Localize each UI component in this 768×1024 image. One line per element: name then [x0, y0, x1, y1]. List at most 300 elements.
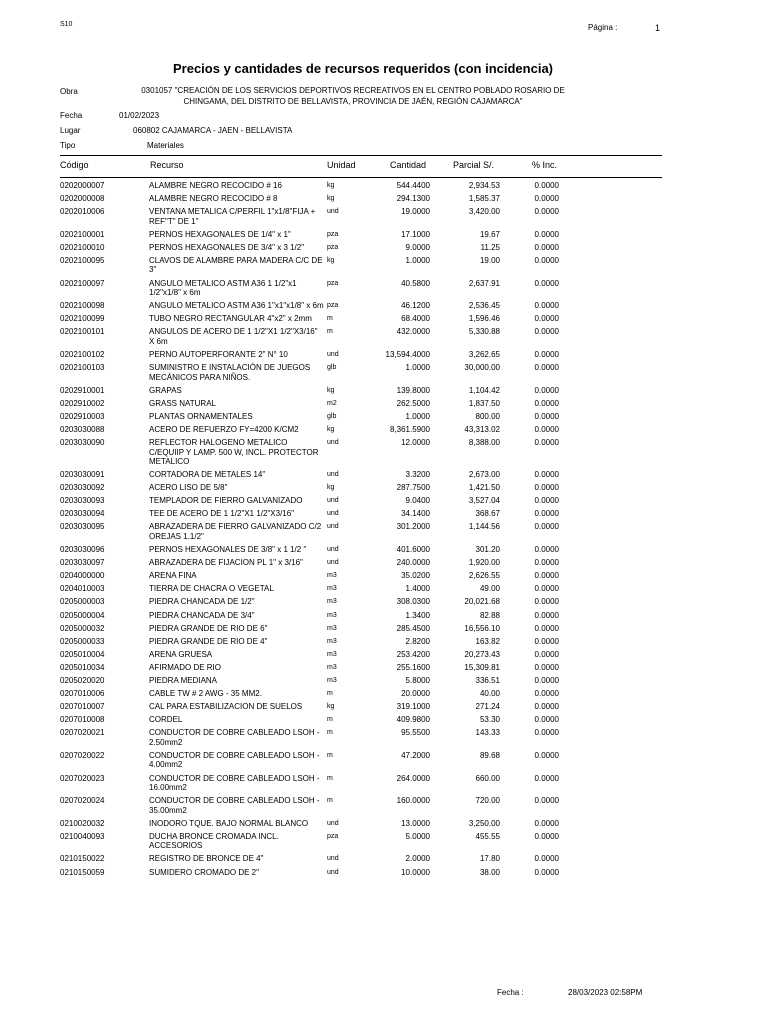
row-unit: kg: [327, 703, 335, 711]
page-number: 1: [655, 23, 661, 33]
row-unit: und: [327, 868, 339, 876]
row-unit: m: [327, 716, 333, 724]
table-row: [0, 181, 768, 194]
row-inc: 0.0000: [534, 623, 559, 633]
row-resource: PERNOS HEXAGONALES DE 3/4" x 3 1/2": [149, 242, 305, 252]
row-code: 0202100103: [60, 363, 105, 373]
row-partial: 19.67: [479, 229, 500, 239]
table-row: [0, 438, 768, 470]
obra-value: 0301057 "CREACIÓN DE LOS SERVICIOS DEPORTIVOS RECREATIVOS EN EL CENTRO POBLADO ROSARIO DE CHINGAMA, DEL DISTRITO DE BELLAVISTA, PROVINCIA DE JAÉN, REGIÓN CAJAMARCA": [141, 86, 565, 106]
table-row: [0, 363, 768, 386]
row-resource: SUMINISTRO E INSTALACIÓN DE JUEGOS MECÁNICOS PARA NIÑOS.: [149, 363, 311, 382]
row-qty: 20.0000: [401, 689, 430, 699]
row-partial: 17.80: [479, 854, 500, 864]
row-qty: 240.0000: [396, 558, 430, 568]
row-inc: 0.0000: [534, 242, 559, 252]
table-row: [0, 663, 768, 676]
table-row: [0, 496, 768, 509]
table-row: [0, 832, 768, 855]
row-inc: 0.0000: [534, 301, 559, 311]
table-row: [0, 207, 768, 230]
row-inc: 0.0000: [534, 483, 559, 493]
row-inc: 0.0000: [534, 509, 559, 519]
obra-label: Obra: [60, 87, 78, 96]
row-partial: 3,420.00: [468, 207, 500, 217]
row-unit: pza: [327, 279, 339, 287]
row-partial: 43,313.02: [464, 424, 500, 434]
row-unit: m: [327, 729, 333, 737]
row-unit: m3: [327, 572, 337, 580]
row-resource: TEE DE ACERO DE 1 1/2"X1 1/2"X3/16": [149, 509, 295, 519]
row-partial: 15,309.81: [464, 662, 500, 672]
row-resource: CABLE TW # 2 AWG - 35 MM2.: [149, 689, 262, 699]
row-unit: pza: [327, 832, 339, 840]
row-resource: PIEDRA CHANCADA DE 1/2": [149, 597, 255, 607]
row-unit: und: [327, 855, 339, 863]
row-partial: 660.00: [475, 773, 500, 783]
table-row: [0, 728, 768, 751]
row-unit: und: [327, 350, 339, 358]
row-qty: 544.4400: [396, 181, 430, 190]
row-partial: 1,104.42: [468, 385, 500, 395]
row-unit: und: [327, 559, 339, 567]
row-qty: 9.0000: [405, 242, 430, 252]
table-row: [0, 676, 768, 689]
row-code: 0202910003: [60, 411, 105, 421]
row-qty: 10.0000: [401, 867, 430, 877]
row-code: 0205000033: [60, 636, 105, 646]
row-resource: REFLECTOR HALOGENO METALICO C/EQUIIP Y LAMP. 500 W, INCL. PROTECTOR METALICO: [149, 438, 319, 466]
col-resource-header: Recurso: [150, 160, 184, 170]
row-unit: und: [327, 497, 339, 505]
table-row: [0, 796, 768, 819]
row-code: 0210040093: [60, 831, 105, 841]
row-partial: 3,262.65: [468, 349, 500, 359]
row-resource: INODORO TQUE. BAJO NORMAL BLANCO: [149, 818, 309, 828]
row-partial: 3,527.04: [468, 496, 500, 506]
row-inc: 0.0000: [534, 522, 559, 532]
table-row: [0, 611, 768, 624]
row-resource: ABRAZADERA DE FIJACION PL 1" x 3/16": [149, 558, 303, 568]
row-unit: kg: [327, 425, 335, 433]
row-partial: 38.00: [479, 867, 500, 877]
row-partial: 336.51: [475, 676, 500, 685]
table-row: [0, 279, 768, 302]
row-unit: m: [327, 690, 333, 698]
table-row: [0, 386, 768, 399]
row-code: 0207020024: [60, 796, 105, 806]
row-resource: PLANTAS ORNAMENTALES: [149, 411, 253, 421]
row-inc: 0.0000: [534, 831, 559, 841]
row-partial: 89.68: [479, 750, 500, 760]
row-inc: 0.0000: [534, 545, 559, 555]
row-partial: 2,536.45: [468, 301, 500, 311]
row-unit: pza: [327, 230, 339, 238]
row-resource: ANGULO METALICO ASTM A36 1"x1"x1/8" x 6m: [149, 301, 324, 311]
row-unit: m: [327, 797, 333, 805]
row-qty: 9.0400: [405, 496, 430, 506]
row-qty: 19.0000: [401, 207, 430, 217]
row-unit: kg: [327, 195, 335, 203]
row-partial: 1,837.50: [468, 398, 500, 408]
row-partial: 2,626.55: [468, 571, 500, 581]
row-qty: 34.1400: [401, 509, 430, 519]
row-code: 0202000007: [60, 181, 105, 190]
row-unit: kg: [327, 256, 335, 264]
row-qty: 2.0000: [405, 854, 430, 864]
table-row: [0, 509, 768, 522]
row-resource: REGISTRO DE BRONCE DE 4": [149, 854, 264, 864]
tipo-label: Tipo: [60, 141, 76, 150]
row-qty: 2.8200: [405, 636, 430, 646]
row-qty: 95.5500: [401, 728, 430, 738]
row-resource: AFIRMADO DE RIO: [149, 662, 222, 672]
row-code: 0203030094: [60, 509, 105, 519]
table-row: [0, 571, 768, 584]
row-partial: 20,273.43: [464, 649, 500, 659]
row-resource: CONDUCTOR DE COBRE CABLEADO LSOH - 2.50mm2: [149, 728, 320, 747]
row-resource: ALAMBRE NEGRO RECOCIDO # 16: [149, 181, 282, 190]
row-code: 0203030096: [60, 545, 105, 555]
row-unit: m3: [327, 624, 337, 632]
system-name: S10: [60, 21, 73, 28]
table-row: [0, 702, 768, 715]
row-inc: 0.0000: [534, 636, 559, 646]
row-unit: m3: [327, 663, 337, 671]
row-partial: 49.00: [479, 584, 500, 594]
row-qty: 40.5800: [401, 278, 430, 288]
row-qty: 253.4200: [396, 649, 430, 659]
row-unit: m3: [327, 585, 337, 593]
row-code: 0202010006: [60, 207, 105, 217]
fecha-value: 01/02/2023: [119, 111, 160, 120]
table-row: [0, 243, 768, 256]
table-row: [0, 256, 768, 279]
row-unit: m: [327, 774, 333, 782]
row-inc: 0.0000: [534, 255, 559, 265]
row-partial: 455.55: [475, 831, 500, 841]
row-partial: 82.88: [479, 610, 500, 620]
row-inc: 0.0000: [534, 867, 559, 877]
row-partial: 163.82: [475, 636, 500, 646]
row-code: 0207010007: [60, 702, 105, 712]
row-unit: m3: [327, 637, 337, 645]
row-code: 0202100102: [60, 349, 105, 359]
row-qty: 432.0000: [396, 327, 430, 337]
row-code: 0202000008: [60, 194, 105, 204]
table-row: [0, 584, 768, 597]
row-resource: ANGULO METALICO ASTM A36 1 1/2"x1 1/2"x1/8" x 6m: [149, 278, 297, 298]
row-inc: 0.0000: [534, 229, 559, 239]
table-row: [0, 597, 768, 610]
row-code: 0202100095: [60, 255, 105, 265]
row-resource: ARENA GRUESA: [149, 649, 213, 659]
row-partial: 1,144.56: [468, 522, 500, 532]
row-inc: 0.0000: [534, 411, 559, 421]
row-code: 0210020032: [60, 818, 105, 828]
fecha-label: Fecha: [60, 111, 83, 120]
row-resource: CLAVOS DE ALAMBRE PARA MADERA C/C DE 3": [149, 255, 323, 275]
row-resource: ANGULOS DE ACERO DE 1 1/2"X1 1/2"X3/16" X 6m: [149, 327, 318, 346]
row-qty: 294.1300: [396, 194, 430, 204]
row-unit: m: [327, 328, 333, 336]
table-row: [0, 715, 768, 728]
row-resource: PERNOS HEXAGONALES DE 3/8" x 1 1/2 ": [149, 545, 307, 555]
row-unit: glb: [327, 412, 337, 420]
table-row: [0, 774, 768, 797]
row-unit: kg: [327, 386, 335, 394]
col-qty-header: Cantidad: [390, 160, 427, 170]
row-qty: 8,361.5900: [389, 424, 430, 434]
row-unit: und: [327, 439, 339, 446]
table-row: [0, 751, 768, 774]
row-partial: 1,421.50: [468, 483, 500, 493]
row-inc: 0.0000: [534, 662, 559, 672]
row-resource: TUBO NEGRO RECTANGULAR 4"x2" x 2mm: [149, 314, 312, 324]
row-inc: 0.0000: [534, 424, 559, 434]
table-row: [0, 545, 768, 558]
row-resource: TEMPLADOR DE FIERRO GALVANIZADO: [149, 496, 303, 506]
row-qty: 409.9800: [396, 715, 430, 725]
row-qty: 13.0000: [401, 818, 430, 828]
row-resource: ARENA FINA: [149, 571, 197, 581]
row-partial: 11.25: [480, 242, 500, 252]
row-partial: 271.24: [475, 702, 500, 712]
row-resource: PIEDRA CHANCADA DE 3/4": [149, 610, 255, 620]
row-resource: CORDEL: [149, 715, 183, 725]
row-resource: PIEDRA MEDIANA: [149, 676, 218, 685]
row-resource: ACERO LISO DE 5/8": [149, 483, 228, 493]
row-code: 0205020020: [60, 676, 105, 685]
row-inc: 0.0000: [534, 689, 559, 699]
table-row: [0, 412, 768, 425]
row-inc: 0.0000: [534, 496, 559, 506]
row-inc: 0.0000: [534, 610, 559, 620]
lugar-value: 060802 CAJAMARCA - JAEN - BELLAVISTA: [133, 126, 293, 135]
row-partial: 2,934.53: [468, 181, 500, 190]
row-partial: 40.00: [479, 689, 500, 699]
row-unit: m: [327, 751, 333, 759]
row-resource: SUMIDERO CROMADO DE 2": [149, 867, 259, 877]
row-code: 0205010034: [60, 662, 105, 672]
row-inc: 0.0000: [534, 398, 559, 408]
row-inc: 0.0000: [534, 363, 559, 373]
col-partial-header: Parcial S/.: [453, 160, 495, 170]
row-unit: m3: [327, 677, 337, 684]
table-row: [0, 819, 768, 832]
row-inc: 0.0000: [534, 349, 559, 359]
row-unit: und: [327, 546, 339, 554]
row-resource: PERNO AUTOPERFORANTE 2" N° 10: [149, 349, 288, 359]
row-inc: 0.0000: [534, 818, 559, 828]
row-qty: 262.5000: [396, 398, 430, 408]
row-qty: 13,594.4000: [385, 349, 430, 359]
row-inc: 0.0000: [534, 470, 559, 480]
row-qty: 17.1000: [401, 229, 430, 239]
row-inc: 0.0000: [534, 649, 559, 659]
row-inc: 0.0000: [534, 702, 559, 712]
row-qty: 1.0000: [405, 411, 430, 421]
row-inc: 0.0000: [534, 715, 559, 725]
row-code: 0207020021: [60, 728, 105, 738]
row-inc: 0.0000: [534, 558, 559, 568]
row-qty: 68.4000: [401, 314, 430, 324]
row-qty: 264.0000: [396, 773, 430, 783]
row-unit: pza: [327, 243, 339, 251]
row-code: 0202910002: [60, 398, 105, 408]
table-row: [0, 637, 768, 650]
table-row: [0, 399, 768, 412]
row-unit: und: [327, 471, 339, 479]
row-unit: kg: [327, 182, 335, 189]
table-row: [0, 301, 768, 314]
table-row: [0, 868, 768, 881]
table-row: [0, 194, 768, 207]
footer-date-value: 28/03/2023 02:58PM: [568, 988, 643, 997]
row-partial: 8,388.00: [468, 438, 500, 447]
row-inc: 0.0000: [534, 854, 559, 864]
row-resource: GRAPAS: [149, 385, 182, 395]
row-partial: 368.67: [475, 509, 500, 519]
row-partial: 301.20: [475, 545, 500, 555]
row-partial: 19.00: [479, 255, 500, 265]
row-partial: 143.33: [475, 728, 500, 738]
col-unit-header: Unidad: [327, 160, 356, 170]
row-qty: 12.0000: [401, 438, 430, 447]
row-code: 0203030091: [60, 470, 105, 480]
row-code: 0207020023: [60, 773, 105, 783]
row-resource: CAL PARA ESTABILIZACION DE SUELOS: [149, 702, 303, 712]
table-row: [0, 314, 768, 327]
row-code: 0202100010: [60, 242, 105, 252]
row-inc: 0.0000: [534, 571, 559, 581]
lugar-label: Lugar: [60, 126, 81, 135]
row-qty: 287.7500: [396, 483, 430, 493]
row-inc: 0.0000: [534, 385, 559, 395]
table-row: [0, 230, 768, 243]
row-qty: 1.3400: [405, 610, 430, 620]
row-resource: DUCHA BRONCE CROMADA INCL. ACCESORIOS: [149, 831, 279, 851]
row-resource: PIEDRA GRANDE DE RIO DE 6": [149, 623, 268, 633]
col-code-header: Código: [60, 160, 89, 170]
row-inc: 0.0000: [534, 207, 559, 217]
row-qty: 301.2000: [396, 522, 430, 532]
row-unit: m3: [327, 611, 337, 619]
row-partial: 30,000.00: [464, 363, 500, 373]
header-rule-top: [60, 155, 662, 156]
row-partial: 2,673.00: [468, 470, 500, 480]
row-partial: 53.30: [479, 715, 500, 725]
page-label: Página :: [588, 23, 618, 32]
row-code: 0207020022: [60, 750, 105, 760]
table-row: [0, 350, 768, 363]
row-code: 0202100001: [60, 229, 105, 239]
row-inc: 0.0000: [534, 773, 559, 783]
table-row: [0, 689, 768, 702]
row-inc: 0.0000: [534, 584, 559, 594]
row-code: 0203030093: [60, 496, 105, 506]
row-inc: 0.0000: [534, 597, 559, 607]
row-code: 0203030092: [60, 483, 105, 493]
row-code: 0205010004: [60, 649, 105, 659]
row-code: 0202910001: [60, 385, 105, 395]
row-unit: m: [327, 315, 333, 323]
table-row: [0, 327, 768, 350]
col-inc-header: % Inc.: [532, 160, 558, 170]
row-unit: und: [327, 819, 339, 827]
row-partial: 1,920.00: [468, 558, 500, 568]
row-qty: 160.0000: [396, 796, 430, 806]
row-code: 0202100098: [60, 301, 105, 311]
report-title: Precios y cantidades de recursos requeridos (con incidencia): [172, 61, 554, 76]
row-qty: 3.3200: [405, 470, 430, 480]
row-qty: 35.0200: [401, 571, 430, 581]
row-code: 0207010006: [60, 689, 105, 699]
row-inc: 0.0000: [534, 750, 559, 760]
row-inc: 0.0000: [534, 796, 559, 806]
row-resource: GRASS NATURAL: [149, 398, 216, 408]
row-qty: 319.1000: [396, 702, 430, 712]
row-code: 0203030088: [60, 424, 105, 434]
row-inc: 0.0000: [534, 728, 559, 738]
row-inc: 0.0000: [534, 438, 559, 447]
row-partial: 16,556.10: [464, 623, 500, 633]
row-unit: m2: [327, 399, 337, 407]
row-inc: 0.0000: [534, 676, 559, 685]
row-unit: m3: [327, 598, 337, 606]
row-code: 0210150022: [60, 854, 105, 864]
table-row: [0, 470, 768, 483]
row-partial: 800.00: [475, 411, 500, 421]
table-row: [0, 425, 768, 438]
row-qty: 5.0000: [405, 831, 430, 841]
row-qty: 47.2000: [401, 750, 430, 760]
row-qty: 139.8000: [396, 385, 430, 395]
row-unit: und: [327, 208, 339, 216]
row-resource: PERNOS HEXAGONALES DE 1/4" x 1": [149, 229, 291, 239]
row-inc: 0.0000: [534, 181, 559, 190]
table-row: [0, 483, 768, 496]
row-inc: 0.0000: [534, 314, 559, 324]
row-partial: 720.00: [475, 796, 500, 806]
row-unit: glb: [327, 364, 337, 372]
table-row: [0, 624, 768, 637]
row-unit: kg: [327, 484, 335, 492]
row-code: 0204000000: [60, 571, 105, 581]
row-resource: CONDUCTOR DE COBRE CABLEADO LSOH - 35.00mm2: [149, 796, 320, 815]
row-partial: 1,585.37: [468, 194, 500, 204]
table-row: [0, 558, 768, 571]
row-code: 0207010008: [60, 715, 105, 725]
row-code: 0203030095: [60, 522, 105, 532]
row-qty: 401.6000: [396, 545, 430, 555]
row-qty: 1.0000: [405, 363, 430, 373]
row-qty: 308.0300: [396, 597, 430, 607]
row-code: 0202100097: [60, 278, 105, 288]
row-partial: 5,330.88: [468, 327, 500, 337]
row-code: 0210150059: [60, 867, 105, 877]
row-unit: und: [327, 523, 339, 531]
row-code: 0205000003: [60, 597, 105, 607]
row-resource: VENTANA METALICA C/PERFIL 1"x1/8"FIJA + REF"T" DE 1": [149, 207, 316, 226]
row-inc: 0.0000: [534, 327, 559, 337]
row-partial: 1,596.46: [468, 314, 500, 324]
row-qty: 5.8000: [405, 676, 430, 685]
table-row: [0, 650, 768, 663]
footer-date-label: Fecha :: [497, 988, 524, 997]
row-resource: CONDUCTOR DE COBRE CABLEADO LSOH - 16.00mm2: [149, 773, 320, 793]
row-unit: m3: [327, 650, 337, 658]
